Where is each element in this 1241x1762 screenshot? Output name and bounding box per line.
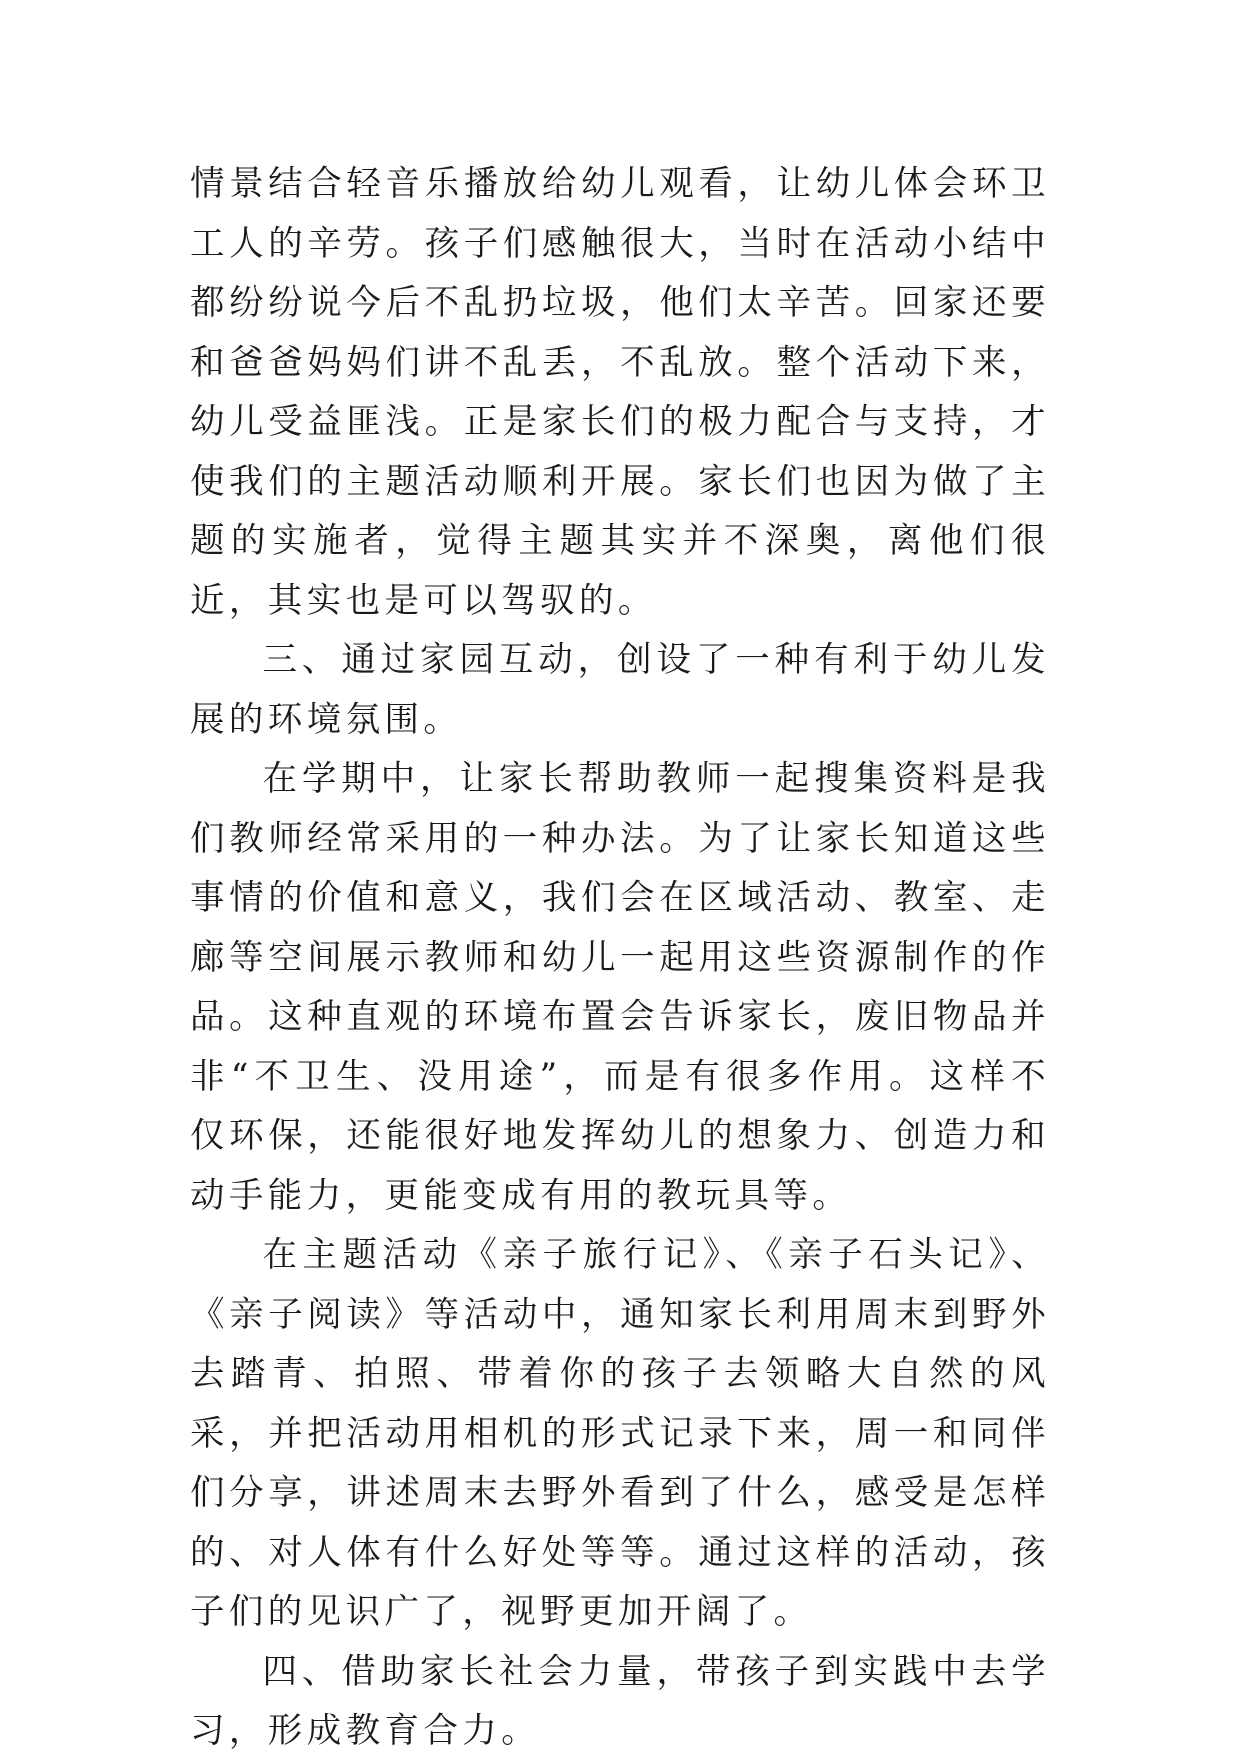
section-heading-three: 三、通过家园互动，创设了一种有利于幼儿发展的环境氛围。 (190, 640, 1050, 740)
paragraph-materials: 在学期中，让家长帮助教师一起搜集资料是我们教师经常采用的一种办法。为了让家长知道这些事情的价值和意义，我们会在区域活动、教室、走廊等空间展示教师和幼儿一起用这些资源制作的作品。这种直观的环境布置会告诉家长，废旧物品并非“不卫生、没用途”，而是有很多作用。这样不仅环保，还能很好地发挥幼儿的想象力、创造力和动手能力，更能变成有用的教玩具等。 (190, 759, 1050, 1216)
paragraph-continuation: 情景结合轻音乐播放给幼儿观看，让幼儿体会环卫工人的辛劳。孩子们感触很大，当时在活动小结中都纷纷说今后不乱扔垃圾，他们太辛苦。回家还要和爸爸妈妈们讲不乱丢，不乱放。整个活动下来，幼儿受益匪浅。正是家长们的极力配合与支持，才使我们的主题活动顺利开展。家长们也因为做了主题的实施者，觉得主题其实并不深奥，离他们很近，其实也是可以驾驭的。 (190, 164, 1050, 621)
paragraph-theme-activities: 在主题活动《亲子旅行记》、《亲子石头记》、《亲子阅读》等活动中，通知家长利用周末到野外去踏青、拍照、带着你的孩子去领略大自然的风采，并把活动用相机的形式记录下来，周一和同伴们分享，讲述周末去野外看到了什么，感受是怎样的、对人体有什么好处等等。通过这样的活动，孩子们的见识广了，视野更加开阔了。 (190, 1235, 1050, 1632)
body-text (190, 155, 1050, 1762)
section-heading-four: 四、借助家长社会力量，带孩子到实践中去学习，形成教育合力。 (190, 1651, 1050, 1751)
